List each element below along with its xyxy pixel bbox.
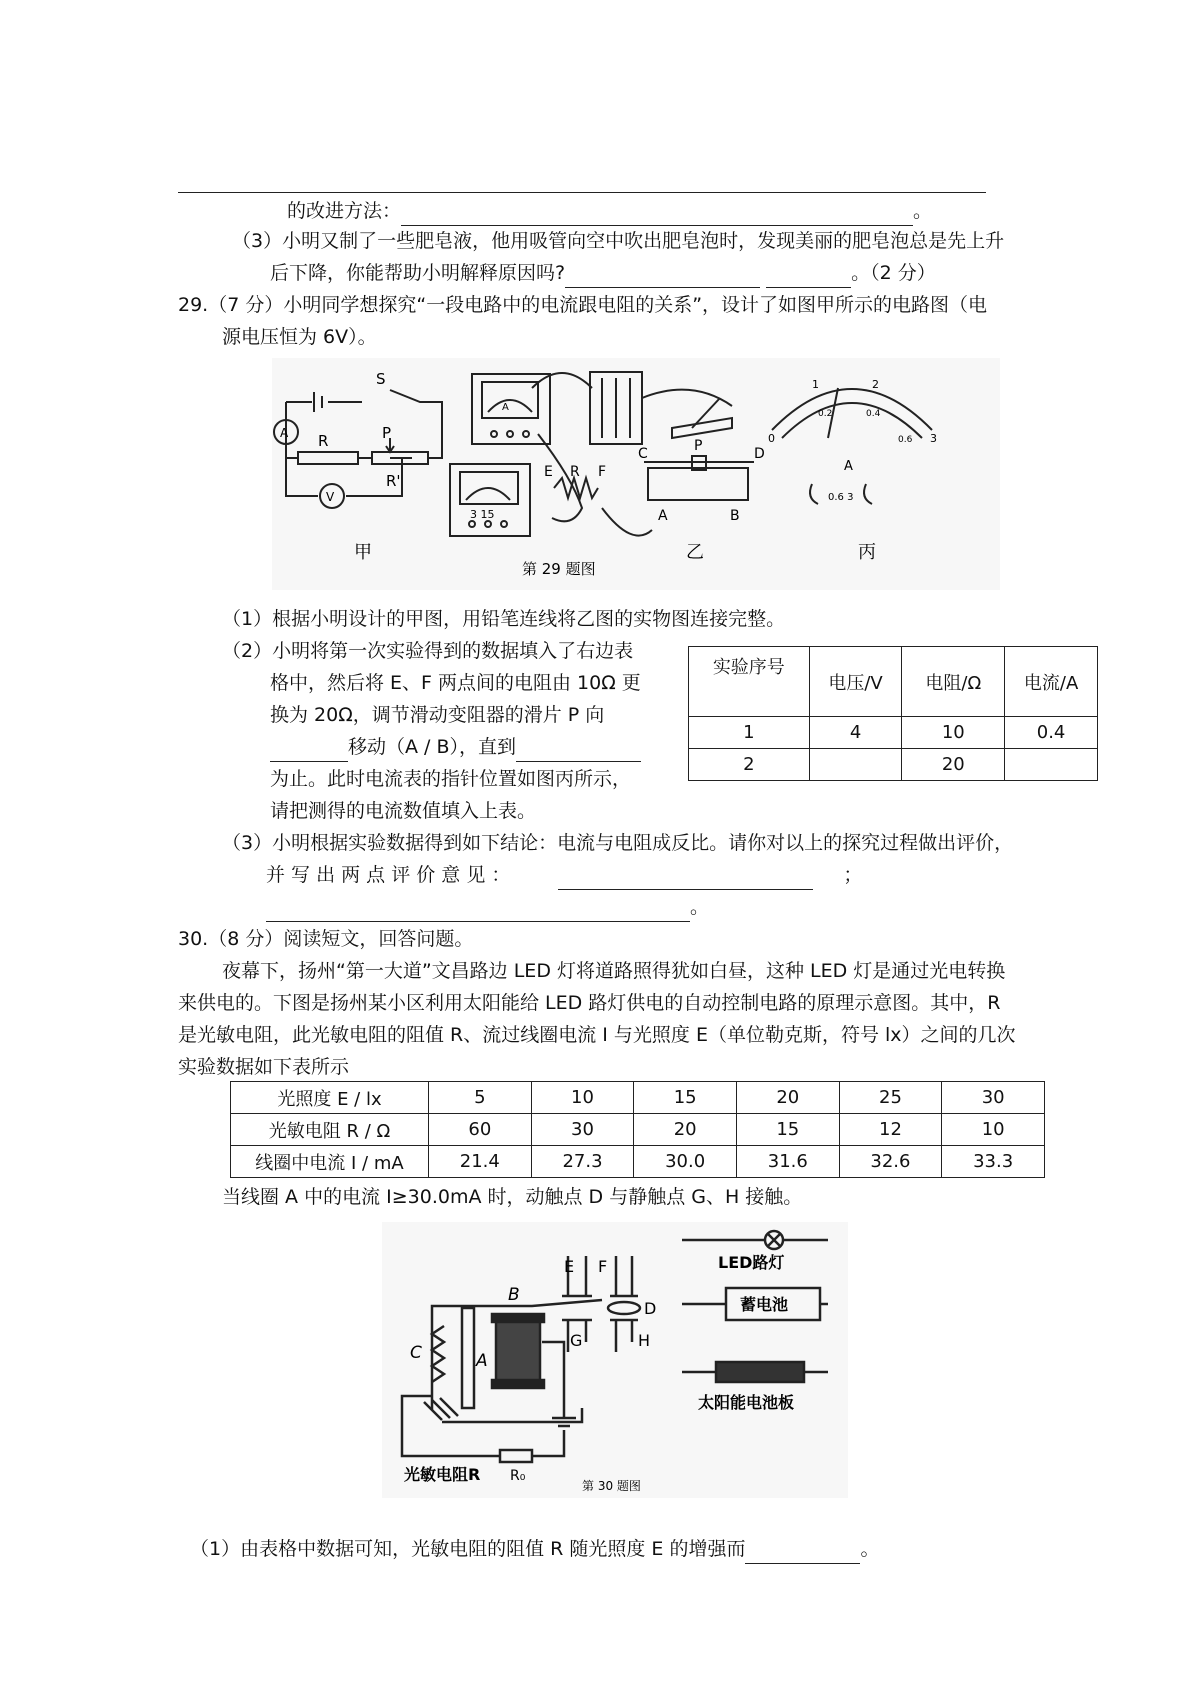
rheo-D-label: D <box>754 446 765 462</box>
led-label: LED路灯 <box>718 1253 785 1272</box>
bing-terminals: 0.6 3 <box>828 492 854 503</box>
q29-p2-line5: 为止。此时电流表的指针位置如图丙所示， <box>270 768 632 790</box>
table-cell: 15 <box>634 1082 737 1114</box>
table-header-cell: 电流/A <box>1005 647 1098 717</box>
table-row <box>231 1114 1045 1146</box>
direction-blank[interactable] <box>270 737 348 762</box>
table-header-row <box>689 647 1098 717</box>
table-header-cell: 电压/V <box>809 647 902 717</box>
res-R-label: R <box>570 464 580 480</box>
until-blank[interactable] <box>516 737 641 762</box>
table-cell: 12 <box>839 1114 942 1146</box>
ammeter-face-label: A <box>502 402 509 413</box>
q29-stem-line2: 源电压恒为 6V）。 <box>222 326 377 348</box>
bing-meter-A: A <box>844 459 853 474</box>
scale-3: 3 <box>930 432 937 445</box>
r0-label: R₀ <box>510 1468 526 1484</box>
table-cell: 30 <box>942 1082 1045 1114</box>
res-E-label: E <box>544 464 553 480</box>
q29-figure <box>272 358 1000 590</box>
scale-02: 0.2 <box>818 409 833 419</box>
table-cell: 20 <box>736 1082 839 1114</box>
label-bing: 丙 <box>858 542 876 563</box>
evaluation-blank-1[interactable] <box>558 865 813 890</box>
table-cell: 4 <box>809 717 902 749</box>
table-cell: 30.0 <box>634 1146 737 1178</box>
rheo-A-label: A <box>658 508 668 524</box>
scale-06: 0.6 <box>898 435 913 445</box>
table-header-cell: 电阻/Ω <box>902 647 1005 717</box>
label-yi: 乙 <box>686 542 704 563</box>
q28-p3-line1: （3）小明又制了一些肥皂液，他用吸管向空中吹出肥皂泡时，发现美丽的肥皂泡总是先上升 <box>232 230 1005 252</box>
table-cell: 27.3 <box>531 1146 634 1178</box>
q29-figure-drawing <box>272 358 1000 590</box>
q30-stem: 30.（8 分）阅读短文，回答问题。 <box>178 928 474 950</box>
scale-1: 1 <box>812 378 819 391</box>
q29-stem-line1: 29.（7 分）小明同学想探究“一段电路中的电流跟电阻的关系”，设计了如图甲所示的电路图（电 <box>178 294 988 316</box>
scale-04: 0.4 <box>866 409 881 419</box>
q29-caption: 第 29 题图 <box>522 560 596 578</box>
q29-p1: （1）根据小明设计的甲图，用铅笔连线将乙图的实物图连接完整。 <box>222 608 786 630</box>
q30-para-line1: 夜幕下，扬州“第一大道”文昌路边 LED 灯将道路照得犹如白昼，这种 LED 灯是通过光电转换 <box>222 960 1006 982</box>
scale-2: 2 <box>872 378 879 391</box>
table-cell: 5 <box>429 1082 532 1114</box>
q30-para-line3: 是光敏电阻，此光敏电阻的阻值 R、流过线圈电流 I 与光照度 E（单位勒克斯，符号 lx）之间的几次 <box>178 1024 1016 1046</box>
q29-p3-line2: 并 写 出 两 点 评 价 意 见 ： ； <box>266 860 862 890</box>
q29-p3-line3: 。 <box>266 892 709 922</box>
q30-para-line4: 实验数据如下表所示 <box>178 1056 350 1078</box>
q30-data-table <box>230 1081 1045 1178</box>
solar-panel-label: 太阳能电池板 <box>698 1393 795 1412</box>
table-cell: 0.4 <box>1005 717 1098 749</box>
table-row <box>689 717 1098 749</box>
res-F-label: F <box>598 464 607 480</box>
table-cell: 20 <box>634 1114 737 1146</box>
q30-para-line2: 来供电的。下图是扬州某小区利用太阳能给 LED 路灯供电的自动控制电路的原理示意图。其中，R <box>178 992 1001 1014</box>
table-cell: 线圈中电流 I / mA <box>231 1146 429 1178</box>
contact-D-label: D <box>644 1299 657 1318</box>
q29-p2-line2: 格中，然后将 E、F 两点间的电阻由 10Ω 更 <box>270 672 641 694</box>
q28-improve-line: 的改进方法： 。 <box>287 196 932 226</box>
battery-label: 蓄电池 <box>740 1295 789 1314</box>
q29-p2-line1: （2）小明将第一次实验得到的数据填入了右边表 <box>222 640 634 662</box>
table-cell[interactable] <box>809 749 902 781</box>
coil-A-label: A <box>476 1351 488 1371</box>
q30-condition: 当线圈 A 中的电流 I≥30.0mA 时，动触点 D 与静触点 G、H 接触。 <box>222 1186 803 1208</box>
table-cell: 31.6 <box>736 1146 839 1178</box>
voltmeter-label: V <box>326 490 335 504</box>
q29-p3-line1: （3）小明根据实验数据得到如下结论：电流与电阻成反比。请你对以上的探究过程做出评价， <box>222 832 1014 854</box>
q29-p2-line4: 移动（A / B），直到 <box>270 732 641 762</box>
table-cell[interactable] <box>1005 749 1098 781</box>
table-cell: 光照度 E / lx <box>231 1082 429 1114</box>
table-cell: 10 <box>902 717 1005 749</box>
table-cell: 2 <box>689 749 810 781</box>
table-row <box>689 749 1098 781</box>
q29-p2-line6: 请把测得的电流数值填入上表。 <box>270 800 537 822</box>
table-header-cell: 实验序号 <box>689 647 810 717</box>
voltmeter-terminals: 3 15 <box>470 508 495 521</box>
table-cell: 10 <box>531 1082 634 1114</box>
table-cell: 光敏电阻 R / Ω <box>231 1114 429 1146</box>
contact-G-label: G <box>570 1331 583 1350</box>
table-cell: 15 <box>736 1114 839 1146</box>
table-cell: 20 <box>902 749 1005 781</box>
rheo-P-label: P <box>694 438 703 454</box>
q29-p2-line3: 换为 20Ω，调节滑动变阻器的滑片 P 向 <box>270 704 605 726</box>
table-cell: 21.4 <box>429 1146 532 1178</box>
answer-blank[interactable] <box>401 201 913 226</box>
table-cell: 25 <box>839 1082 942 1114</box>
arm-B-label: B <box>508 1285 520 1305</box>
table-cell: 30 <box>531 1114 634 1146</box>
photoresistor-label: 光敏电阻R <box>404 1465 481 1484</box>
table-cell: 33.3 <box>942 1146 1045 1178</box>
q30-p1: （1）由表格中数据可知，光敏电阻的阻值 R 随光照度 E 的增强而 。 <box>190 1534 879 1564</box>
contact-F-label: F <box>598 1257 608 1276</box>
answer-blank[interactable] <box>766 263 851 288</box>
spring-C-label: C <box>410 1343 422 1363</box>
label-jia: 甲 <box>354 542 372 563</box>
table-cell: 32.6 <box>839 1146 942 1178</box>
contact-H-label: H <box>638 1331 651 1350</box>
q29-data-table <box>688 646 1098 781</box>
table-cell: 1 <box>689 717 810 749</box>
top-rule <box>178 192 986 193</box>
table-cell: 10 <box>942 1114 1045 1146</box>
q30-caption: 第 30 题图 <box>582 1479 641 1493</box>
table-row <box>231 1146 1045 1178</box>
rheostat-label: R' <box>386 472 401 490</box>
switch-label: S <box>376 370 386 388</box>
table-row <box>231 1082 1045 1114</box>
table-cell: 60 <box>429 1114 532 1146</box>
evaluation-blank-2[interactable] <box>266 897 690 922</box>
rheo-C-label: C <box>638 446 648 462</box>
q28-p3-line2: 后下降，你能帮助小明解释原因吗? 。（2 分） <box>270 258 936 288</box>
answer-blank[interactable] <box>565 263 760 288</box>
q30-figure-drawing <box>382 1222 848 1498</box>
slider-label: P <box>382 424 392 442</box>
answer-blank[interactable] <box>745 1539 860 1564</box>
resistor-label: R <box>318 432 329 450</box>
contact-E-label: E <box>564 1257 575 1276</box>
ammeter-label: A <box>280 426 289 440</box>
scale-0: 0 <box>768 432 775 445</box>
q30-figure <box>382 1222 848 1498</box>
rheo-B-label: B <box>730 508 740 524</box>
